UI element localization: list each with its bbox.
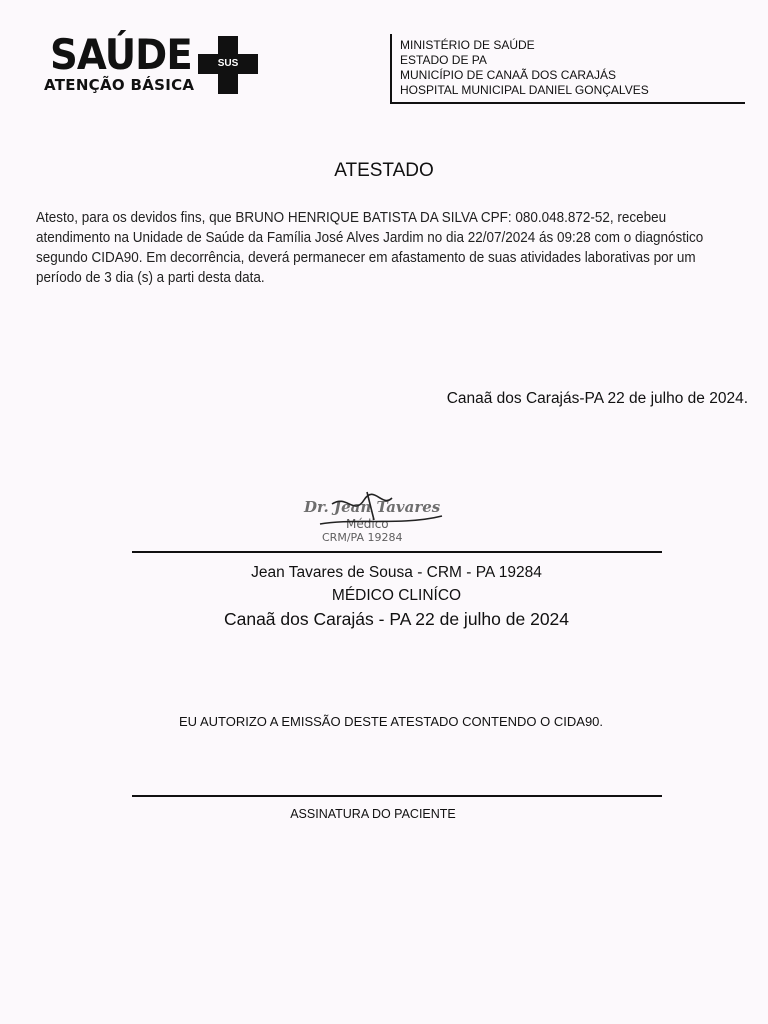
doctor-date: Canaã dos Carajás - PA 22 de julho de 2024 [223,609,570,629]
institution-block [400,38,649,98]
doctor-name: Jean Tavares de Sousa - CRM - PA 19284 [251,564,542,581]
stamp-crm: CRM/PA 19284 [322,531,403,544]
sus-cross-icon [198,36,258,94]
doctor-role: MÉDICO CLINÍCO [331,587,462,604]
header-divider-horizontal [390,102,745,104]
header-divider-vertical [390,34,392,102]
place-date: Canaã dos Carajás-PA 22 de julho de 2024. [446,390,748,407]
doctor-signature-line [132,551,662,553]
document-title: ATESTADO [334,160,434,181]
sus-label: SUS [217,58,239,69]
institution-line: HOSPITAL MUNICIPAL DANIEL GONÇALVES [400,83,649,97]
stamp-name: Dr. Jean Tavares [304,498,441,516]
doctor-stamp-signature [292,486,462,550]
stamp-role: Médico [346,517,389,531]
certificate-body: Atesto, para os devidos fins, que BRUNO HENRIQUE BATISTA DA SILVA CPF: 080.048.872-52, recebeu atendimento na Unidade de Saúde da Família José Alves Jardim no dia 22/07/2024 ás 09:28 com o diagnóstico segundo CIDA90. Em decorrência, deverá permanecer em afastamento de suas atividades laborativas por um período de 3 dia (s) a parti desta data. [36,210,704,286]
patient-signature-label: ASSINATURA DO PACIENTE [290,807,456,821]
logo-saude-text: SAÚDE [50,30,192,79]
institution-line: MINISTÉRIO DE SAÚDE [400,38,535,52]
institution-line: ESTADO DE PA [400,53,487,67]
logo-atencao-text: ATENÇÃO BÁSICA [44,76,195,94]
institution-line: MUNICÍPIO DE CANAÃ DOS CARAJÁS [400,68,617,82]
authorization-text: EU AUTORIZO A EMISSÃO DESTE ATESTADO CONTENDO O CIDA90. [178,714,604,729]
saude-logo [44,30,274,100]
patient-signature-line [132,795,662,797]
